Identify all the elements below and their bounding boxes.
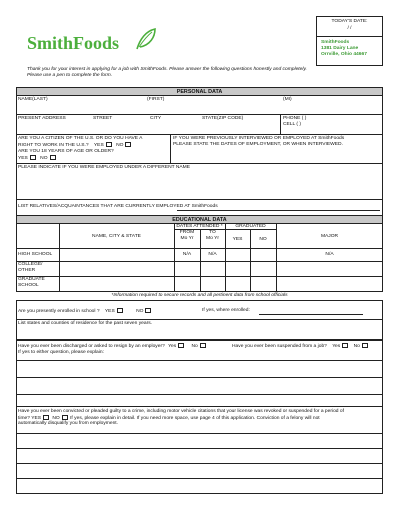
citizen-no-checkbox[interactable] <box>125 142 131 147</box>
col-graduated: GRADUATED <box>235 224 266 229</box>
enrolled-where-label: If yes, where enrolled: <box>202 308 250 313</box>
row-high-school-to[interactable]: N/A <box>208 252 217 257</box>
discharged-yes-checkbox[interactable] <box>178 343 184 348</box>
age-no-checkbox[interactable] <box>50 155 56 160</box>
date-slashes: / / <box>347 26 352 31</box>
enrolled-no-label: NO <box>136 308 144 314</box>
enrolled-no-checkbox[interactable] <box>145 308 151 313</box>
name-mi-label: (MI) <box>283 97 292 102</box>
intro-line2: Please use a pen to complete the form. <box>27 73 113 78</box>
different-name-row[interactable] <box>16 164 383 200</box>
convicted-yes-checkbox[interactable] <box>43 415 49 420</box>
explain-line-3[interactable] <box>16 395 383 407</box>
convicted-explain-line-4[interactable] <box>16 479 383 494</box>
discharged-no-label: No <box>191 343 198 349</box>
relatives-row[interactable] <box>16 200 383 215</box>
states-label: List states and counties of residence for the past seven years. <box>18 321 153 326</box>
company-address <box>317 37 382 61</box>
street-label: STREET <box>93 116 113 121</box>
convicted-line1: Have you ever been convicted or pleaded guilty to a crime, including motor vehicle citations that your license was revoked or suspended for a period of <box>18 409 344 414</box>
date-cell[interactable] <box>317 17 382 37</box>
personal-data-header: PERSONAL DATA <box>16 87 383 96</box>
address-row[interactable] <box>16 115 383 135</box>
row-high-school-from[interactable]: N/A <box>182 252 192 257</box>
discharged-row <box>16 340 383 361</box>
row-college-label: COLLEGE/ OTHER <box>18 262 43 273</box>
row-high-school-label: HIGH SCHOOL <box>18 252 53 257</box>
age-yes-checkbox[interactable] <box>30 155 36 160</box>
discharged-no-checkbox[interactable] <box>200 343 206 348</box>
convicted-row <box>16 407 383 434</box>
age-yes-label: YES <box>18 155 28 161</box>
convicted-yes-label: time? YES <box>18 415 42 421</box>
explain-label: If yes to either question, please explain: <box>18 350 104 355</box>
phone-cell[interactable] <box>280 115 384 134</box>
phone-label: PHONE ( ) <box>283 116 307 121</box>
citizenship-cell <box>17 135 171 163</box>
city-label: CITY <box>150 116 162 121</box>
date-label: TODAY'S DATE: <box>331 19 368 24</box>
col-from: FROM <box>179 230 195 235</box>
enrolled-question: Are you presently enrolled in school ? <box>18 308 100 314</box>
date-company-box <box>316 16 383 66</box>
logo-text: SmithFoods <box>27 33 120 53</box>
age-question: ARE YOU 18 YEARS OF AGE OR OLDER? <box>18 148 114 154</box>
education-data-header: EDUCATIONAL DATA <box>16 215 383 224</box>
citizen-question-line2: RIGHT TO WORK IN THE U.S.? <box>18 142 89 148</box>
col-to-moyr: Mo Yr <box>206 236 219 241</box>
suspended-yes-checkbox[interactable] <box>342 343 348 348</box>
col-major: MAJOR <box>320 234 339 239</box>
address-label: PRESENT ADDRESS <box>18 116 66 121</box>
age-no-label: NO <box>40 155 48 161</box>
convicted-no-checkbox[interactable] <box>62 415 68 420</box>
enrolled-row <box>16 300 383 320</box>
citizenship-row <box>16 135 383 164</box>
education-table <box>16 224 383 292</box>
enrolled-yes-checkbox[interactable] <box>117 308 123 313</box>
citizen-no-label: NO <box>116 142 124 148</box>
prev-question-line2: PLEASE STATE THE DATES OF EMPLOYMENT, OR WHEN INTERVIEWED. <box>173 142 343 147</box>
explain-line-2[interactable] <box>16 378 383 395</box>
company-logo <box>27 33 119 54</box>
states-row[interactable] <box>16 320 383 340</box>
citizen-yes-checkbox[interactable] <box>106 142 112 147</box>
suspended-yes-label: Yes <box>332 343 341 349</box>
company-address-line2: Orrville, Ohio 44667 <box>321 52 367 57</box>
different-name-label: PLEASE INDICATE IF YOU WERE EMPLOYED UNDER A DIFFERENT NAME <box>18 165 191 170</box>
prev-question-line1: IF YOU WERE PREVIOUSLY INTERVIEWED OR EMPLOYED AT SmithFoods <box>173 136 345 141</box>
convicted-explain-line-3[interactable] <box>16 464 383 479</box>
enrolled-where-line[interactable] <box>259 314 363 315</box>
row-graduate-label: GRADUATE SCHOOL <box>18 277 45 288</box>
convicted-explain-line-2[interactable] <box>16 449 383 464</box>
col-graduated-yes: YES <box>232 237 243 242</box>
suspended-no-checkbox[interactable] <box>362 343 368 348</box>
name-first-label: (FIRST) <box>147 97 165 102</box>
leaf-icon <box>134 27 158 51</box>
education-footnote: *Information required to secure records and all pertinent data from school officials <box>111 293 288 298</box>
intro-line1: Thank you for your interest in applying for a job with SmithFoods. Please answer the following questions honestly and completely. <box>27 67 307 72</box>
company-name: SmithFoods <box>321 40 350 45</box>
name-row[interactable] <box>16 96 383 115</box>
col-graduated-no: NO <box>259 237 267 242</box>
company-address-line1: 1381 Dairy Lane <box>321 46 359 51</box>
state-zip-label: STATE(ZIP CODE) <box>202 116 244 121</box>
convicted-no-label: NO <box>52 415 60 421</box>
discharged-yes-label: Yes <box>168 343 177 349</box>
discharged-question: Have you ever been discharged or asked to resign by an employer? <box>18 343 165 349</box>
col-to: TO <box>209 230 216 235</box>
relatives-line <box>177 210 380 211</box>
cell-label: CELL ( ) <box>283 122 302 127</box>
col-dates-attended: DATES ATTENDED * <box>176 224 223 229</box>
citizen-yes-label: YES <box>93 142 104 148</box>
relatives-label: LIST RELATIVES/ACQUAINTANCES THAT ARE CURRENTLY EMPLOYED AT SmithFoods <box>18 204 218 209</box>
convicted-explain-line-1[interactable] <box>16 434 383 449</box>
citizen-question-line1: ARE YOU A CITIZEN OF THE U.S. OR DO YOU HAVE A <box>18 136 143 141</box>
explain-line-1[interactable] <box>16 361 383 378</box>
enrolled-yes-label: YES <box>104 308 115 314</box>
convicted-line3: automatically disqualify you from employment. <box>18 421 119 426</box>
name-last-label: NAME(LAST) <box>18 97 48 102</box>
col-name-city-state: NAME, CITY & STATE <box>92 234 141 239</box>
prev-employment-cell[interactable] <box>173 136 344 148</box>
col-from-moyr: Mo Yr <box>180 236 194 241</box>
suspended-no-label: No <box>353 343 360 349</box>
row-high-school-major[interactable]: N/A <box>325 252 334 257</box>
suspended-question: Have you ever been suspended from a job? <box>232 343 327 349</box>
convicted-line2: If yes, please explain in detail. If you need more space, use page 4 of this application. Conviction of a felony will not <box>70 415 320 421</box>
